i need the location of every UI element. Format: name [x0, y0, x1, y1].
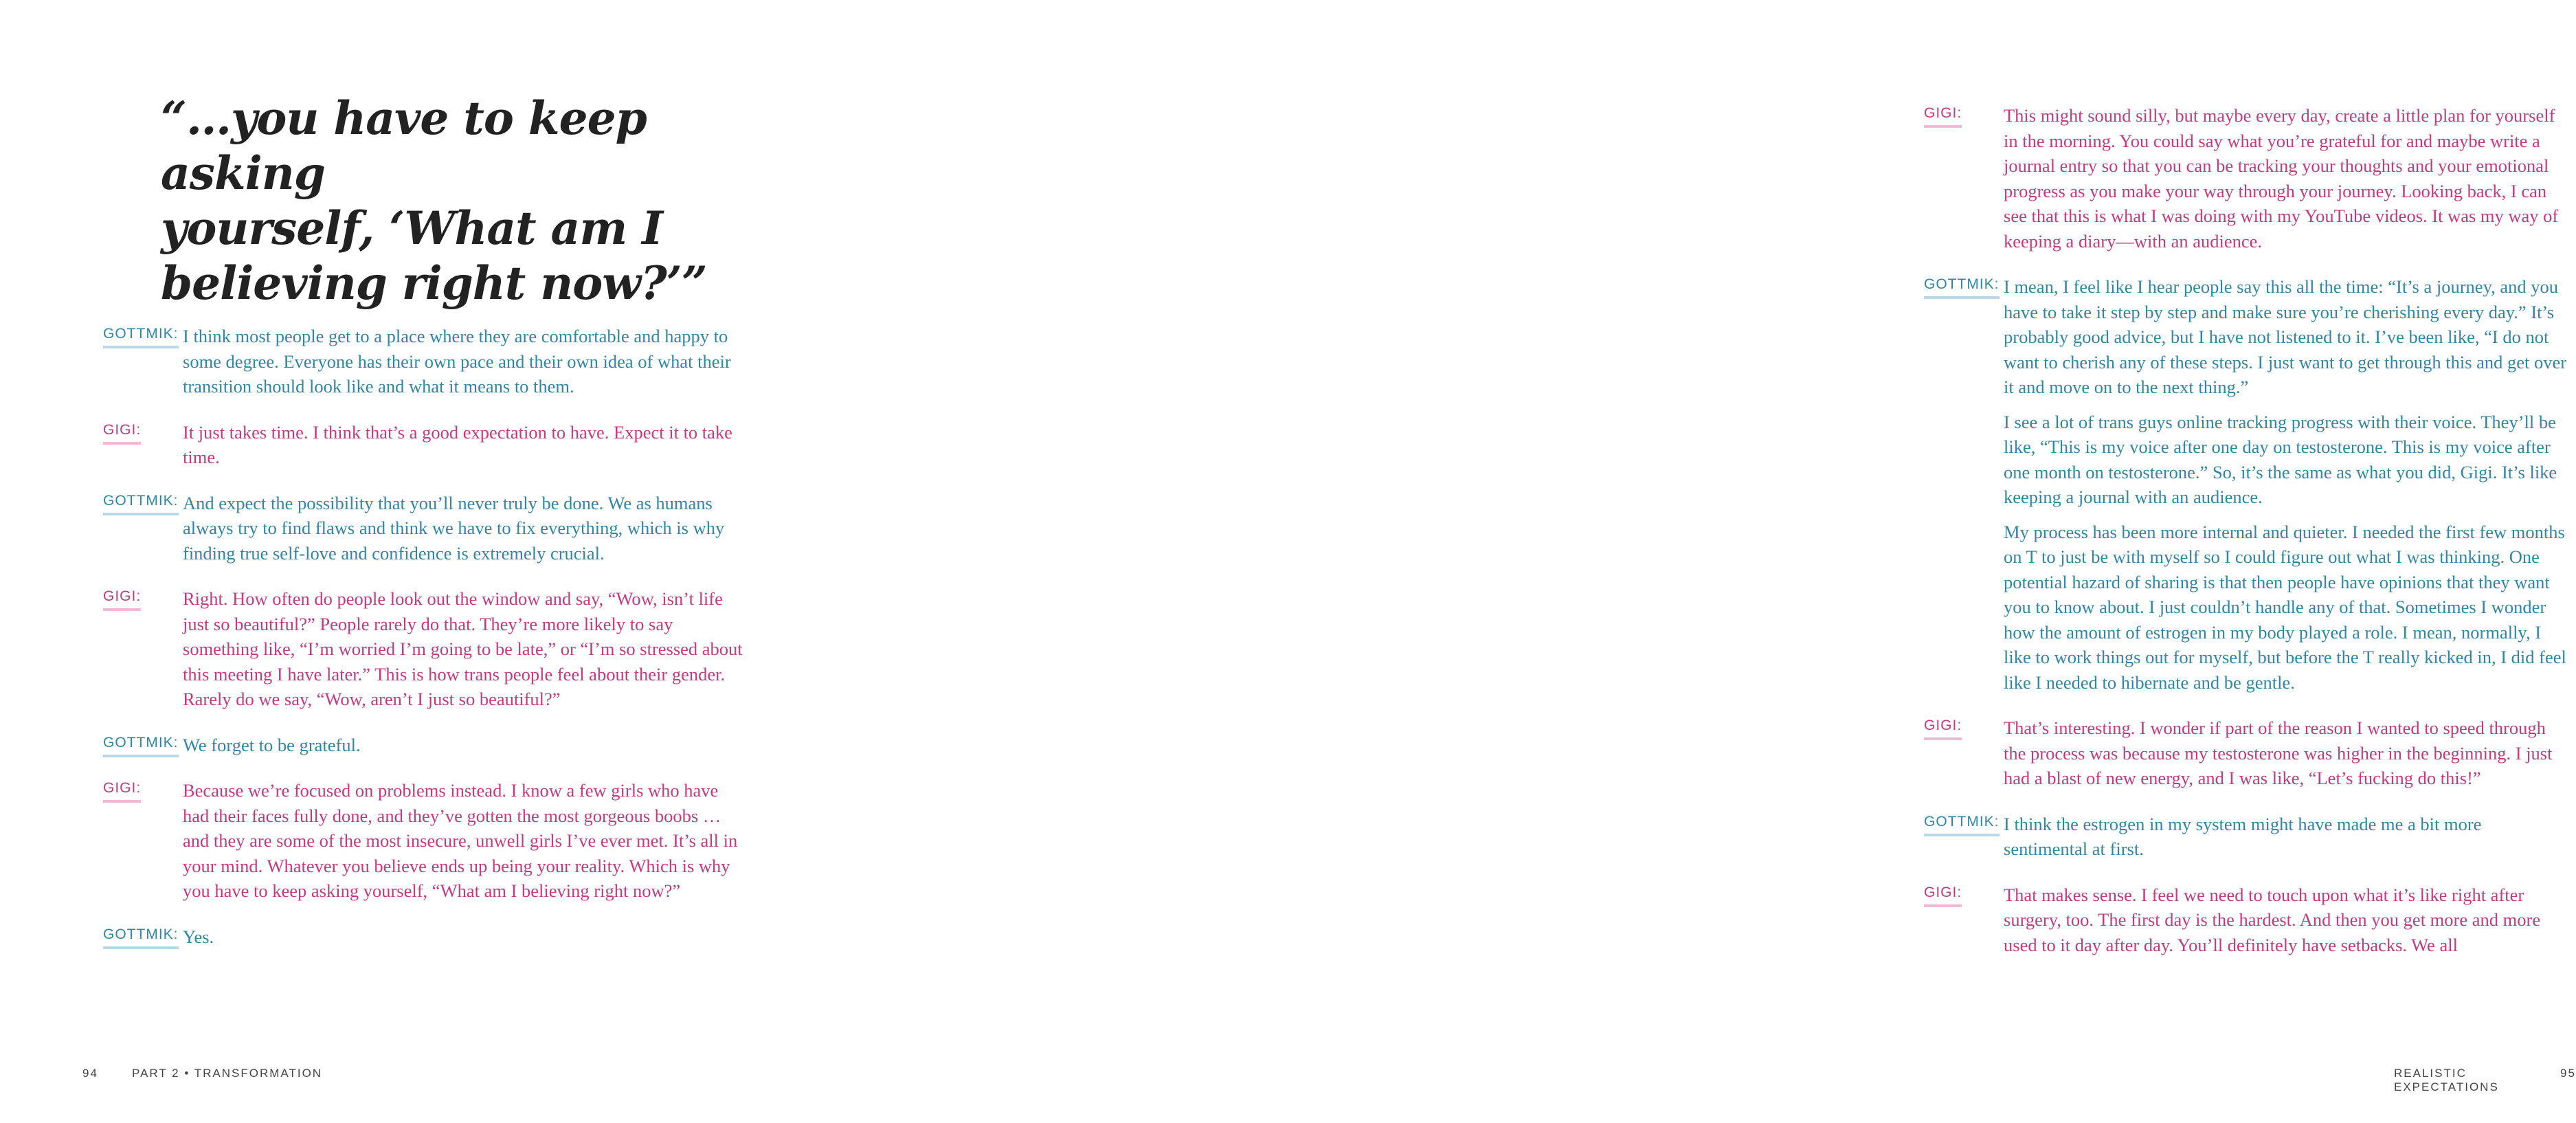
speaker-label: GOTTMIK: — [103, 735, 179, 757]
speaker-label: GIGI: — [1924, 885, 1962, 907]
speaker-label: GIGI: — [1924, 718, 1962, 740]
speaker-label: GOTTMIK: — [103, 926, 179, 949]
dialogue-entry — [1924, 274, 2570, 695]
dialogue-text: I think most people get to a place where they are comfortable and happy to some degree. Everyone has their own pace and their own idea of what their transition should look like and what it means to them. — [183, 326, 731, 397]
speaker-label: GOTTMIK: — [1924, 276, 2000, 299]
dialogue-entry — [103, 733, 749, 758]
running-head: PART 2 • TRANSFORMATION — [132, 1067, 323, 1080]
page-number: 94 — [82, 1067, 98, 1080]
page-number: 95 — [2560, 1067, 2576, 1080]
speaker-label: GOTTMIK: — [103, 493, 179, 515]
dialogue-text: Yes. — [183, 926, 214, 947]
right-dialogue — [1924, 103, 2570, 978]
speaker-label: GIGI: — [1924, 105, 1962, 128]
dialogue-text: This might sound silly, but maybe every day, create a little plan for yourself in the morning. You could say what you’re grateful for and maybe write a journal entry so that you can be tracking your thoughts and your emotional progress as you make your way through your journey. Looking back, I can see that this is what I was doing with my YouTube videos. It was my way of keeping a diary—with an audience. — [2004, 105, 2559, 252]
dialogue-text: We forget to be grateful. — [183, 734, 361, 755]
dialogue-entry — [1924, 812, 2570, 862]
dialogue-entry — [103, 924, 749, 950]
dialogue-entry — [1924, 882, 2570, 958]
speaker-label: GIGI: — [103, 422, 141, 445]
dialogue-text: Because we’re focused on problems instead. I know a few girls who have had their faces fully done, and they’ve gotten the most gorgeous boobs … and they are some of the most insecure, unwell girls I’ve ever met. It’s all in your mind. Whatever you believe ends up being your reality. Which is why you have to keep asking yourself, “What am I believing right now?” — [183, 780, 738, 901]
dialogue-entry — [103, 420, 749, 470]
speaker-label: GOTTMIK: — [103, 326, 179, 348]
dialogue-text: Right. How often do people look out the window and say, “Wow, isn’t life just so beautiful?” People rarely do that. They’re more likely to say something like, “I’m worried I’m going to be late,” or “I’m so stressed about this meeting I have later.” This is how trans people feel about their gender. Rarely do we say, “Wow, aren’t I just so beautiful?” — [183, 588, 743, 709]
dialogue-text: I mean, I feel like I hear people say this all the time: “It’s a journey, and you have to take it step by step and make sure you’re cherishing every day.” It’s probably good advice, but I have not listened to it. I’ve been like, “I do not want to cherish any of these steps. I just want to get through this and get over it and move on to the next thing.” — [2004, 276, 2567, 397]
dialogue-entry — [103, 324, 749, 399]
left-dialogue — [103, 324, 749, 970]
speaker-label: GIGI: — [103, 588, 141, 611]
dialogue-entry — [103, 778, 749, 904]
dialogue-entry — [1924, 715, 2570, 791]
dialogue-entry — [1924, 103, 2570, 254]
dialogue-text: That makes sense. I feel we need to touch upon what it’s like right after surgery, too. The first day is the hardest. And then you get more and more used to it day after day. You’ll definitely have setbacks. We all — [2004, 884, 2541, 955]
dialogue-text: And expect the possibility that you’ll never truly be done. We as humans always try to find flaws and think we have to fix everything, which is why finding true self-love and confidence is extremely crucial. — [183, 492, 725, 564]
dialogue-text: It just takes time. I think that’s a good expectation to have. Expect it to take time. — [183, 421, 732, 467]
dialogue-text: That’s interesting. I wonder if part of the reason I wanted to speed through the process was because my testosterone was higher in the beginning. I just had a blast of new energy, and I was like, “Let’s fucking do this!” — [2004, 718, 2553, 788]
running-head: REALISTIC EXPECTATIONS — [2394, 1067, 2499, 1093]
dialogue-entry — [103, 586, 749, 712]
dialogue-entry — [103, 491, 749, 566]
pull-quote: “…you have to keep asking yourself, ‘What am I believing right now?’” — [161, 91, 707, 310]
speaker-label: GIGI: — [103, 780, 141, 803]
right-page — [880, 0, 2576, 1123]
left-page — [0, 0, 880, 1123]
speaker-label: GOTTMIK: — [1924, 814, 2000, 836]
dialogue-text: I think the estrogen in my system might have made me a bit more sentimental at first. — [2004, 813, 2482, 859]
dialogue-text: I see a lot of trans guys online tracking progress with their voice. They’ll be like, “This is my voice after one day on testosterone. This is my voice after one month on testosterone.” So, it’s the same as what you did, Gigi. It’s like keeping a journal with an audience. — [2004, 411, 2557, 507]
dialogue-text: My process has been more internal and quieter. I needed the first few months on T to just be with myself so I could figure out what I was thinking. One potential hazard of sharing is that then people have opinions that they want you to know about. I just couldn’t handle any of that. Sometimes I wonder how the amount of estrogen in my body played a role. I mean, normally, I like to work things out for myself, but before the T really kicked in, I did feel like I needed to hibernate and be gentle. — [2004, 521, 2566, 693]
